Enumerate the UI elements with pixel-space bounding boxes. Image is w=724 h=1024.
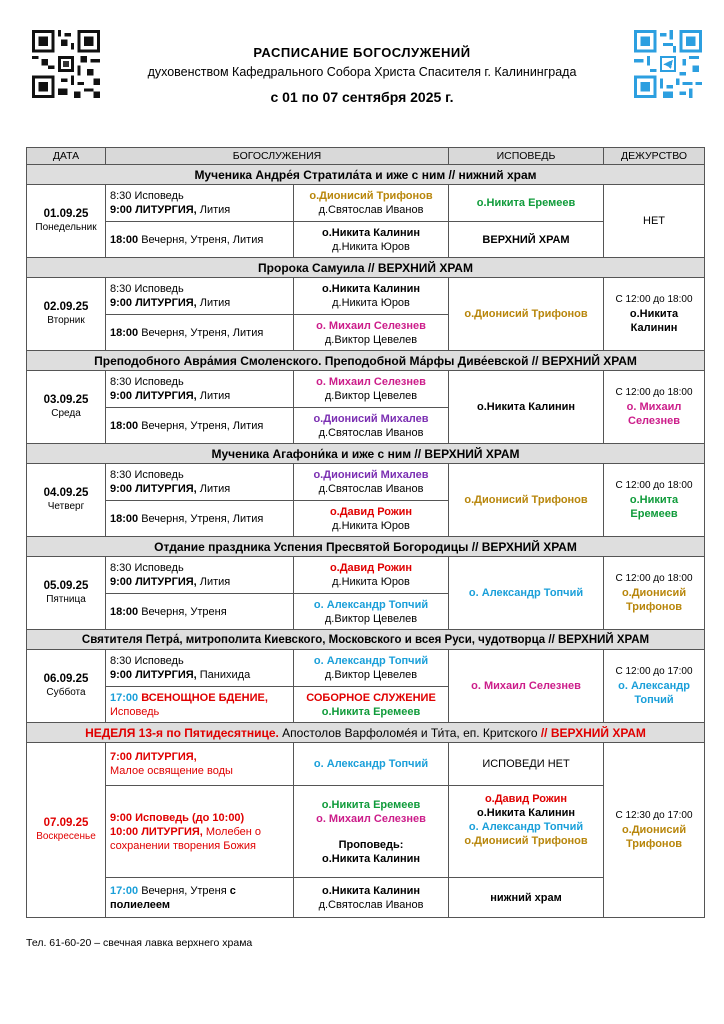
- table-row: [27, 650, 705, 687]
- day-heading-saints: Апостолов Варфоломе́я и Ти́та, еп. Критского: [278, 725, 541, 740]
- service-confession-time: 8:30 Исповедь: [110, 562, 184, 574]
- column-header-date: ДАТА: [27, 148, 106, 165]
- duty-cell: НЕТ: [604, 185, 705, 258]
- clergy-cell: [294, 878, 449, 918]
- footer-note: Тел. 61-60-20 – свечная лавка верхнего храма: [26, 937, 253, 949]
- service-confession-time: 8:30 Исповедь: [110, 469, 184, 481]
- confession-cell: нижний храм: [449, 878, 604, 918]
- day-heading: [27, 723, 705, 743]
- service-cell: [106, 594, 294, 630]
- clergy-cell: [294, 650, 449, 687]
- service-confession-time: 8:30 Исповедь: [110, 655, 184, 667]
- service-cell: [106, 743, 294, 786]
- day-heading-row: [27, 537, 705, 557]
- service-desc: Вечерня, Утреня, Лития: [138, 233, 264, 246]
- service-desc: Панихида: [196, 669, 251, 681]
- date-value: 04.09.25: [43, 487, 89, 499]
- service-time: 18:00: [110, 326, 139, 339]
- service-time: 9:00 ЛИТУРГИЯ,: [110, 669, 197, 681]
- date-value: 02.09.25: [43, 301, 89, 313]
- schedule-table: [26, 147, 705, 918]
- clergy-cell: о. Александр Топчий: [294, 743, 449, 786]
- page-subtitle: духовенством Кафедрального Собора Христа Спасителя г. Калининграда: [147, 65, 577, 79]
- service-time: 17:00: [110, 884, 139, 897]
- clergy-cell: [294, 501, 449, 537]
- column-header-duty: ДЕЖУРСТВО: [604, 148, 705, 165]
- duty-cell: [604, 650, 705, 723]
- clergy-cell: [294, 464, 449, 501]
- table-header-row: [27, 148, 705, 165]
- priest: о.Давид Рожин: [329, 562, 413, 574]
- service-desc: Лития: [196, 483, 231, 495]
- day-heading-row: [27, 165, 705, 185]
- duty-priest: о. Михаил Селезнев: [626, 401, 682, 427]
- date-value: 06.09.25: [43, 673, 89, 685]
- date-cell: [27, 743, 106, 918]
- priest: о.Никита Калинин: [321, 283, 421, 295]
- co-service-label: СОБОРНОЕ СЛУЖЕНИЕ: [306, 691, 436, 704]
- service-desc-bold: с полиелеем: [110, 884, 236, 911]
- day-heading-row: [27, 723, 705, 743]
- service-confession-time: 8:30 Исповедь: [110, 190, 184, 202]
- date-value: 03.09.25: [43, 394, 89, 406]
- priest: о. Александр Топчий: [313, 598, 429, 611]
- service-desc: Лития: [196, 297, 231, 309]
- service-cell: [106, 786, 294, 878]
- clergy-cell: [294, 278, 449, 315]
- service-extra: Исповедь: [110, 705, 160, 718]
- weekday: Среда: [51, 408, 81, 419]
- deacon: д.Святослав Иванов: [318, 204, 424, 216]
- confession-cell: о.Никита Калинин: [449, 371, 604, 444]
- deacon: д.Виктор Цевелев: [324, 333, 418, 346]
- weekday: Четверг: [47, 501, 85, 512]
- day-heading: Мученика Андре́я Стратила́та и иже с ним // нижний храм: [27, 165, 705, 185]
- date-cell: [27, 371, 106, 444]
- deacon: д.Никита Юров: [332, 297, 410, 309]
- day-heading: Святителя Петра́, митрополита Киевского, Московского и всея Руси, чудотворца // ВЕРХНИЙ ХРАМ: [27, 630, 705, 650]
- service-confession-time: 8:30 Исповедь: [110, 376, 184, 388]
- confession-cell: [449, 786, 604, 878]
- service-time: 9:00 ЛИТУРГИЯ,: [110, 390, 197, 402]
- sermon-label: Проповедь:: [338, 838, 404, 851]
- service-cell: [106, 185, 294, 222]
- service-desc: ВСЕНОЩНОЕ БДЕНИЕ,: [138, 691, 268, 704]
- service-desc: Малое освящение воды: [110, 765, 233, 777]
- duty-cell: [604, 743, 705, 918]
- priest: о. Михаил Селезнев: [316, 319, 426, 332]
- day-heading: Преподобного Авра́мия Смоленского. Преподобной Ма́рфы Диве́евской // ВЕРХНИЙ ХРАМ: [27, 351, 705, 371]
- schedule-period: с 01 по 07 сентября 2025 г.: [270, 89, 454, 105]
- clergy-cell: [294, 222, 449, 258]
- weekday: Воскресенье: [36, 831, 96, 842]
- day-heading: Отдание праздника Успения Пресвятой Богородицы // ВЕРХНИЙ ХРАМ: [27, 537, 705, 557]
- confession-cell: ИСПОВЕДИ НЕТ: [449, 743, 604, 786]
- duty-cell: [604, 557, 705, 630]
- service-cell: [106, 557, 294, 594]
- table-row: [27, 878, 705, 918]
- duty-time: С 12:00 до 18:00: [615, 573, 693, 584]
- priest: о.Давид Рожин: [329, 505, 413, 518]
- column-header-confession: ИСПОВЕДЬ: [449, 148, 604, 165]
- duty-time: С 12:00 до 17:00: [615, 666, 693, 677]
- clergy-cell: [294, 408, 449, 444]
- service-cell: [106, 371, 294, 408]
- priest: о. Александр Топчий: [313, 655, 429, 667]
- priest: о. Михаил Селезнев: [316, 376, 426, 388]
- clergy-cell: [294, 594, 449, 630]
- service-time: 9:00 ЛИТУРГИЯ,: [110, 483, 197, 495]
- day-heading-red: НЕДЕЛЯ 13-я по Пятидесятнице.: [85, 725, 279, 740]
- sermon-priest: о.Никита Калинин: [321, 852, 421, 865]
- service-time: 18:00: [110, 233, 139, 246]
- priest: о.Никита Калинин: [321, 226, 421, 239]
- date-cell: [27, 557, 106, 630]
- date-cell: [27, 464, 106, 537]
- confessor: о. Александр Топчий: [468, 820, 584, 833]
- deacon: д.Виктор Цевелев: [324, 669, 418, 681]
- service-confession-time: 8:30 Исповедь: [110, 283, 184, 295]
- duty-time: С 12:30 до 17:00: [615, 810, 693, 821]
- service-desc: Вечерня, Утреня, Лития: [138, 326, 264, 339]
- priest: о.Никита Калинин: [321, 884, 421, 897]
- deacon: д.Никита Юров: [332, 240, 410, 253]
- service-cell: [106, 501, 294, 537]
- priest: о.Никита Еремеев: [321, 705, 421, 718]
- table-row: [27, 185, 705, 222]
- priest: о.Дионисий Михалев: [313, 469, 429, 481]
- service-desc: Вечерня, Утреня, Лития: [138, 419, 264, 432]
- duty-time: С 12:00 до 18:00: [615, 294, 693, 305]
- service-cell: [106, 315, 294, 351]
- table-row: [27, 278, 705, 315]
- confessor: о.Дионисий Трифонов: [464, 834, 588, 847]
- priest: о.Никита Еремеев: [321, 798, 421, 811]
- date-cell: [27, 185, 106, 258]
- service-desc: Вечерня, Утреня, Лития: [138, 512, 264, 525]
- duty-priest: о.Дионисий Трифонов: [621, 824, 687, 850]
- table-row: [27, 222, 705, 258]
- duty-cell: [604, 371, 705, 444]
- service-time: 7:00 ЛИТУРГИЯ,: [110, 751, 197, 763]
- clergy-cell: [294, 185, 449, 222]
- service-desc: Молебен о сохранении творения Божия: [110, 825, 262, 852]
- weekday: Пятница: [46, 594, 86, 605]
- confessor: о.Никита Калинин: [476, 806, 576, 819]
- day-heading-row: [27, 351, 705, 371]
- service-time: 10:00 ЛИТУРГИЯ,: [110, 825, 203, 838]
- priest: о.Дионисий Трифонов: [309, 190, 433, 202]
- duty-priest: о.Дионисий Трифонов: [621, 587, 687, 613]
- deacon: д.Виктор Цевелев: [324, 612, 418, 625]
- confession-cell: о. Михаил Селезнев: [449, 650, 604, 723]
- column-header-services: БОГОСЛУЖЕНИЯ: [106, 148, 449, 165]
- table-row: [27, 557, 705, 594]
- table-row: [27, 464, 705, 501]
- service-time: 18:00: [110, 512, 139, 525]
- service-time: 9:00 ЛИТУРГИЯ,: [110, 576, 197, 588]
- service-time: 18:00: [110, 605, 139, 618]
- clergy-cell: [294, 315, 449, 351]
- priest: о.Дионисий Михалев: [313, 412, 429, 425]
- service-desc: Лития: [196, 204, 231, 216]
- service-time: 9:00 ЛИТУРГИЯ,: [110, 297, 197, 309]
- service-cell: [106, 687, 294, 723]
- service-cell: [106, 222, 294, 258]
- page-title: РАСПИСАНИЕ БОГОСЛУЖЕНИЙ: [253, 45, 471, 60]
- confession-cell: о.Никита Еремеев: [449, 185, 604, 222]
- service-desc: Вечерня, Утреня: [138, 605, 227, 618]
- duty-time: С 12:00 до 18:00: [615, 480, 693, 491]
- duty-cell: [604, 464, 705, 537]
- duty-cell: [604, 278, 705, 351]
- service-confession-time: 9:00 Исповедь (до 10:00): [110, 811, 245, 824]
- service-desc: Вечерня, Утреня: [138, 884, 230, 897]
- day-heading-temple: // ВЕРХНИЙ ХРАМ: [540, 725, 646, 740]
- deacon: д.Виктор Цевелев: [324, 390, 418, 402]
- vk-qr-code-icon[interactable]: [32, 30, 100, 98]
- service-desc: Лития: [196, 390, 231, 402]
- deacon: д.Святослав Иванов: [318, 426, 424, 439]
- deacon: д.Святослав Иванов: [318, 898, 424, 911]
- deacon: д.Никита Юров: [332, 519, 410, 532]
- duty-priest: о.Никита Еремеев: [629, 494, 679, 520]
- telegram-qr-code-icon[interactable]: [634, 30, 702, 98]
- confession-cell: о.Дионисий Трифонов: [449, 278, 604, 351]
- weekday: Суббота: [46, 687, 86, 698]
- duty-priest: о.Никита Калинин: [629, 308, 679, 334]
- priest: о. Михаил Селезнев: [316, 812, 426, 825]
- table-row: [27, 743, 705, 786]
- day-heading: Мученика Агафони́ка и иже с ним // ВЕРХНИЙ ХРАМ: [27, 444, 705, 464]
- day-heading-row: [27, 444, 705, 464]
- service-cell: [106, 278, 294, 315]
- service-time: 18:00: [110, 419, 139, 432]
- date-value: 01.09.25: [43, 208, 89, 220]
- duty-time: С 12:00 до 18:00: [615, 387, 693, 398]
- service-desc: Лития: [196, 576, 231, 588]
- duty-priest: о. Александр Топчий: [618, 680, 690, 706]
- confessor: о.Давид Рожин: [484, 792, 568, 805]
- date-cell: [27, 278, 106, 351]
- service-cell: [106, 650, 294, 687]
- service-time: 9:00 ЛИТУРГИЯ,: [110, 204, 197, 216]
- service-cell: [106, 408, 294, 444]
- confession-cell: ВЕРХНИЙ ХРАМ: [449, 222, 604, 258]
- service-time: 17:00: [110, 691, 139, 704]
- clergy-cell: [294, 557, 449, 594]
- weekday: Вторник: [47, 315, 85, 326]
- date-value: 05.09.25: [43, 580, 89, 592]
- date-value: 07.09.25: [43, 817, 89, 829]
- day-heading-row: [27, 630, 705, 650]
- clergy-cell: [294, 371, 449, 408]
- table-row: [27, 371, 705, 408]
- day-heading-row: [27, 258, 705, 278]
- deacon: д.Никита Юров: [332, 576, 410, 588]
- confession-cell: о. Александр Топчий: [449, 557, 604, 630]
- service-cell: [106, 464, 294, 501]
- clergy-cell: [294, 687, 449, 723]
- confession-cell: о.Дионисий Трифонов: [449, 464, 604, 537]
- day-heading: Пророка Самуила // ВЕРХНИЙ ХРАМ: [27, 258, 705, 278]
- table-row: [27, 786, 705, 878]
- weekday: Понедельник: [35, 222, 97, 233]
- date-cell: [27, 650, 106, 723]
- clergy-cell: [294, 786, 449, 878]
- deacon: д.Святослав Иванов: [318, 483, 424, 495]
- service-cell: [106, 878, 294, 918]
